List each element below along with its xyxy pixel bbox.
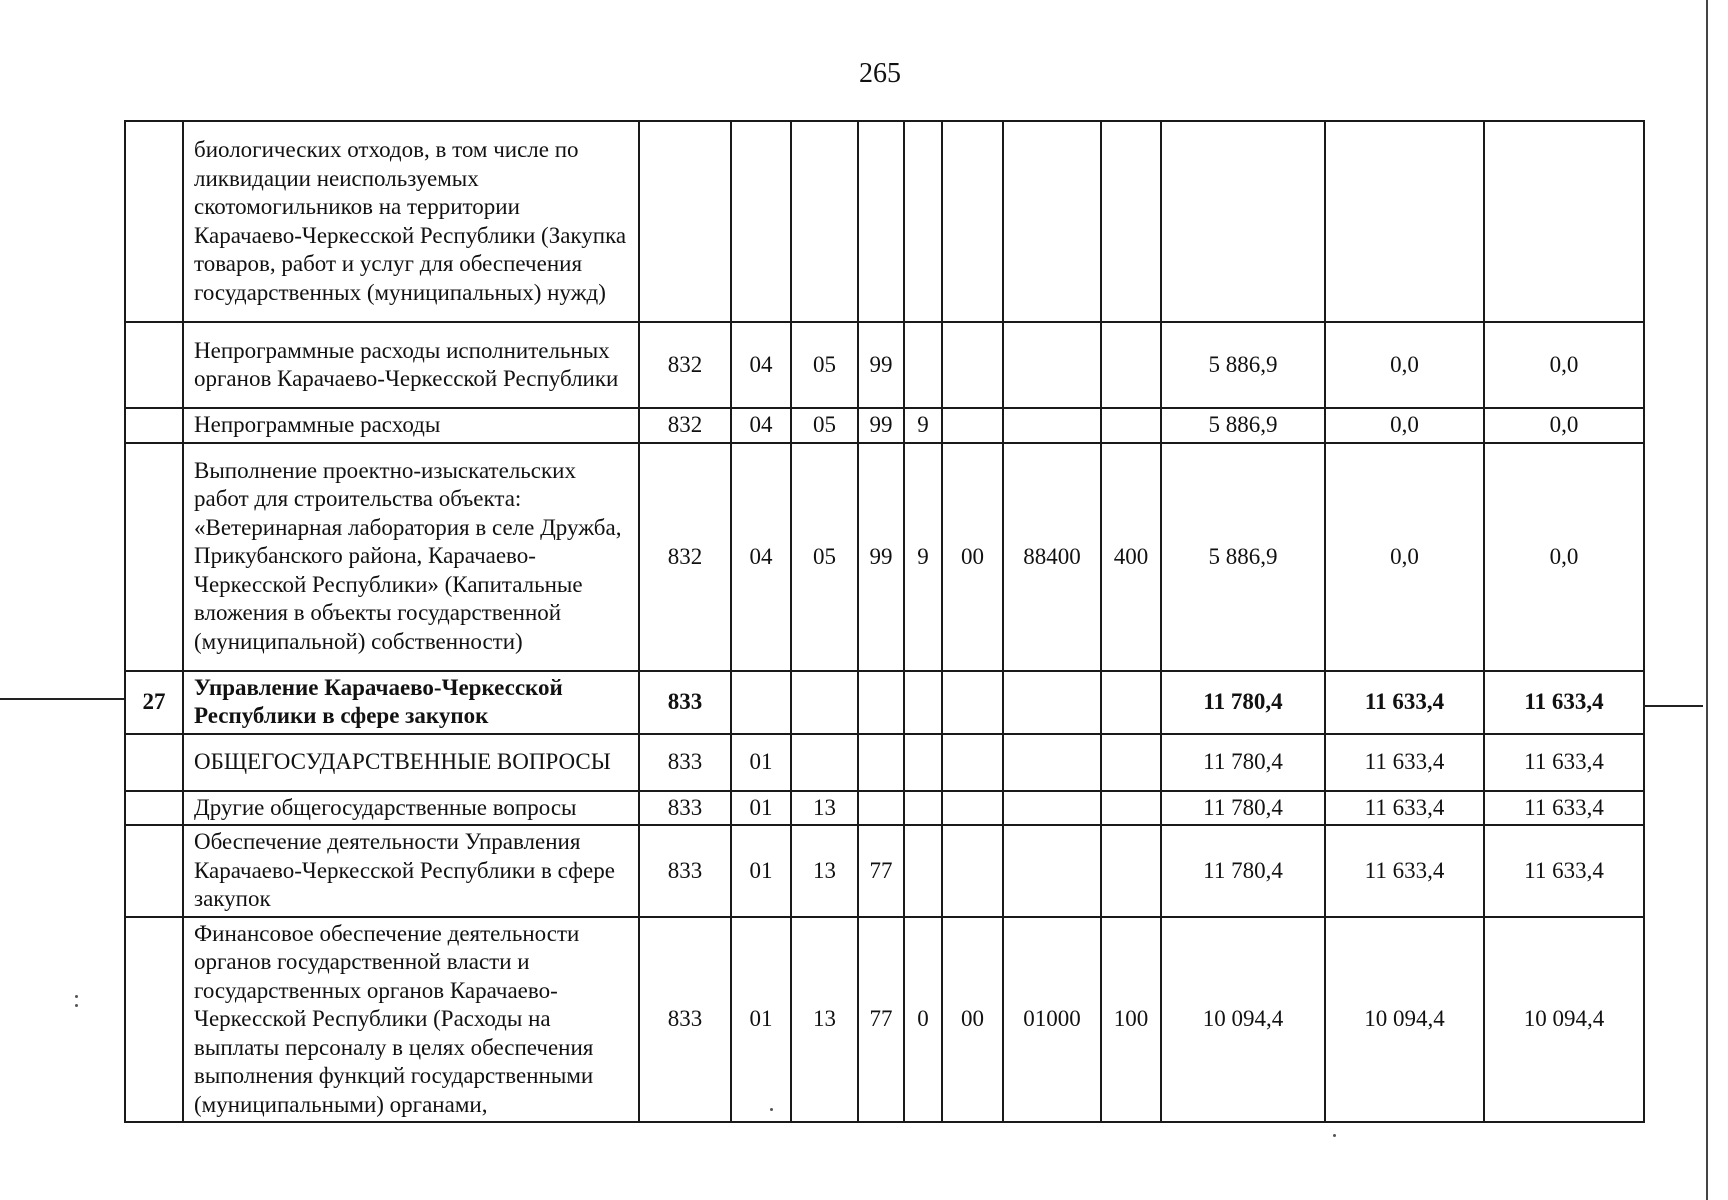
row-name-cell: ОБЩЕГОСУДАРСТВЕННЫЕ ВОПРОСЫ	[183, 734, 639, 791]
row-name-cell: Непрограммные расходы	[183, 408, 639, 443]
row-number-cell	[125, 443, 183, 671]
amount-year1-cell: 11 780,4	[1161, 671, 1325, 734]
target-article-part3-cell	[942, 671, 1003, 734]
amount-year2-cell: 0,0	[1325, 322, 1484, 408]
scan-dot	[75, 1004, 78, 1007]
ministry-code-cell: 832	[639, 322, 731, 408]
row-number-cell	[125, 825, 183, 917]
row-number-cell	[125, 121, 183, 322]
subsection-code-cell: 13	[791, 825, 858, 917]
table-row	[125, 825, 1644, 917]
row-number-cell	[125, 408, 183, 443]
page-number: 265	[859, 58, 901, 89]
target-article-part3-cell	[942, 121, 1003, 322]
ministry-code-cell	[639, 121, 731, 322]
amount-year3-cell: 11 633,4	[1484, 734, 1644, 791]
ministry-code-cell: 833	[639, 791, 731, 826]
section-code-cell: 04	[731, 443, 791, 671]
subsection-code-cell: 05	[791, 443, 858, 671]
target-article-part2-cell	[904, 734, 942, 791]
table-row	[125, 322, 1644, 408]
target-article-part1-cell: 99	[858, 443, 904, 671]
target-article-part4-cell	[1003, 734, 1101, 791]
expense-type-cell	[1101, 322, 1161, 408]
target-article-part3-cell	[942, 408, 1003, 443]
amount-year3-cell	[1484, 121, 1644, 322]
target-article-part3-cell	[942, 322, 1003, 408]
amount-year3-cell: 11 633,4	[1484, 671, 1644, 734]
amount-year2-cell: 11 633,4	[1325, 825, 1484, 917]
row-number-cell	[125, 791, 183, 826]
amount-year2-cell: 11 633,4	[1325, 671, 1484, 734]
amount-year3-cell: 0,0	[1484, 322, 1644, 408]
table-row	[125, 671, 1644, 734]
row-number-cell	[125, 322, 183, 408]
target-article-part2-cell: 9	[904, 443, 942, 671]
row-name-cell: Обеспечение деятельности Управления Карачаево-Черкесской Республики в сфере закупок	[183, 825, 639, 917]
amount-year2-cell: 0,0	[1325, 408, 1484, 443]
target-article-part2-cell	[904, 121, 942, 322]
ministry-code-cell: 833	[639, 825, 731, 917]
expense-type-cell	[1101, 791, 1161, 826]
target-article-part3-cell	[942, 734, 1003, 791]
scan-strike-line-left	[0, 698, 124, 700]
amount-year2-cell: 11 633,4	[1325, 791, 1484, 826]
subsection-code-cell	[791, 671, 858, 734]
target-article-part1-cell	[858, 734, 904, 791]
target-article-part2-cell	[904, 791, 942, 826]
section-code-cell: 04	[731, 322, 791, 408]
amount-year3-cell: 0,0	[1484, 408, 1644, 443]
amount-year2-cell: 0,0	[1325, 443, 1484, 671]
section-code-cell	[731, 121, 791, 322]
target-article-part4-cell	[1003, 322, 1101, 408]
target-article-part1-cell: 99	[858, 322, 904, 408]
table-row	[125, 734, 1644, 791]
subsection-code-cell: 13	[791, 917, 858, 1123]
ministry-code-cell: 833	[639, 671, 731, 734]
target-article-part1-cell	[858, 791, 904, 826]
target-article-part2-cell	[904, 825, 942, 917]
section-code-cell: 04	[731, 408, 791, 443]
amount-year2-cell	[1325, 121, 1484, 322]
expense-type-cell	[1101, 408, 1161, 443]
subsection-code-cell: 05	[791, 322, 858, 408]
amount-year3-cell: 11 633,4	[1484, 791, 1644, 826]
target-article-part1-cell: 77	[858, 917, 904, 1123]
section-code-cell: 01	[731, 825, 791, 917]
ministry-code-cell: 832	[639, 408, 731, 443]
amount-year1-cell: 11 780,4	[1161, 791, 1325, 826]
target-article-part1-cell: 77	[858, 825, 904, 917]
scan-dot	[75, 995, 78, 998]
target-article-part4-cell	[1003, 121, 1101, 322]
target-article-part4-cell	[1003, 825, 1101, 917]
target-article-part2-cell	[904, 322, 942, 408]
row-name-cell: Управление Карачаево-Черкесской Республики в сфере закупок	[183, 671, 639, 734]
section-code-cell	[731, 671, 791, 734]
expense-type-cell: 400	[1101, 443, 1161, 671]
row-name-cell: биологических отходов, в том числе по ликвидации неиспользуемых скотомогильников на территории Карачаево-Черкесской Республики (Закупка товаров, работ и услуг для обеспечения государственных (муниципальных) нужд)	[183, 121, 639, 322]
scan-edge-line	[1706, 0, 1708, 1200]
amount-year3-cell: 11 633,4	[1484, 825, 1644, 917]
target-article-part1-cell	[858, 671, 904, 734]
target-article-part2-cell: 0	[904, 917, 942, 1123]
scan-dot	[770, 1108, 773, 1111]
target-article-part1-cell: 99	[858, 408, 904, 443]
table-row	[125, 121, 1644, 322]
expense-type-cell	[1101, 121, 1161, 322]
subsection-code-cell: 13	[791, 791, 858, 826]
section-code-cell: 01	[731, 791, 791, 826]
target-article-part4-cell: 88400	[1003, 443, 1101, 671]
target-article-part3-cell: 00	[942, 917, 1003, 1123]
subsection-code-cell	[791, 734, 858, 791]
expense-type-cell	[1101, 671, 1161, 734]
amount-year1-cell: 11 780,4	[1161, 825, 1325, 917]
row-name-cell: Другие общегосударственные вопросы	[183, 791, 639, 826]
row-name-cell: Выполнение проектно-изыскательских работ для строительства объекта: «Ветеринарная лаборатория в селе Дружба, Прикубанского района, Карачаево-Черкесской Республики» (Капитальные вложения в объекты государственной (муниципальной) собственности)	[183, 443, 639, 671]
table-row	[125, 408, 1644, 443]
row-name-cell: Финансовое обеспечение деятельности органов государственной власти и государственных органов Карачаево-Черкесской Республики (Расходы на выплаты персоналу в целях обеспечения выполнения функций государственными (муниципальными) органами,	[183, 917, 639, 1123]
row-number-cell	[125, 917, 183, 1123]
target-article-part4-cell	[1003, 671, 1101, 734]
ministry-code-cell: 833	[639, 734, 731, 791]
target-article-part3-cell	[942, 825, 1003, 917]
subsection-code-cell: 05	[791, 408, 858, 443]
subsection-code-cell	[791, 121, 858, 322]
amount-year3-cell: 0,0	[1484, 443, 1644, 671]
amount-year1-cell: 5 886,9	[1161, 322, 1325, 408]
ministry-code-cell: 832	[639, 443, 731, 671]
table-row	[125, 443, 1644, 671]
row-name-cell: Непрограммные расходы исполнительных органов Карачаево-Черкесской Республики	[183, 322, 639, 408]
expense-type-cell	[1101, 734, 1161, 791]
section-code-cell: 01	[731, 734, 791, 791]
target-article-part4-cell	[1003, 408, 1101, 443]
row-number-cell: 27	[125, 671, 183, 734]
amount-year3-cell: 10 094,4	[1484, 917, 1644, 1123]
amount-year1-cell	[1161, 121, 1325, 322]
target-article-part3-cell: 00	[942, 443, 1003, 671]
scan-dot	[1333, 1134, 1336, 1137]
target-article-part4-cell	[1003, 791, 1101, 826]
section-code-cell: 01	[731, 917, 791, 1123]
table-row	[125, 917, 1644, 1123]
budget-table	[124, 120, 1645, 1123]
table-row	[125, 791, 1644, 826]
scan-strike-line-right	[1643, 705, 1703, 707]
amount-year1-cell: 11 780,4	[1161, 734, 1325, 791]
amount-year2-cell: 11 633,4	[1325, 734, 1484, 791]
expense-type-cell	[1101, 825, 1161, 917]
amount-year1-cell: 5 886,9	[1161, 443, 1325, 671]
amount-year2-cell: 10 094,4	[1325, 917, 1484, 1123]
target-article-part2-cell: 9	[904, 408, 942, 443]
target-article-part2-cell	[904, 671, 942, 734]
row-number-cell	[125, 734, 183, 791]
expense-type-cell: 100	[1101, 917, 1161, 1123]
target-article-part3-cell	[942, 791, 1003, 826]
amount-year1-cell: 5 886,9	[1161, 408, 1325, 443]
amount-year1-cell: 10 094,4	[1161, 917, 1325, 1123]
target-article-part1-cell	[858, 121, 904, 322]
ministry-code-cell: 833	[639, 917, 731, 1123]
target-article-part4-cell: 01000	[1003, 917, 1101, 1123]
